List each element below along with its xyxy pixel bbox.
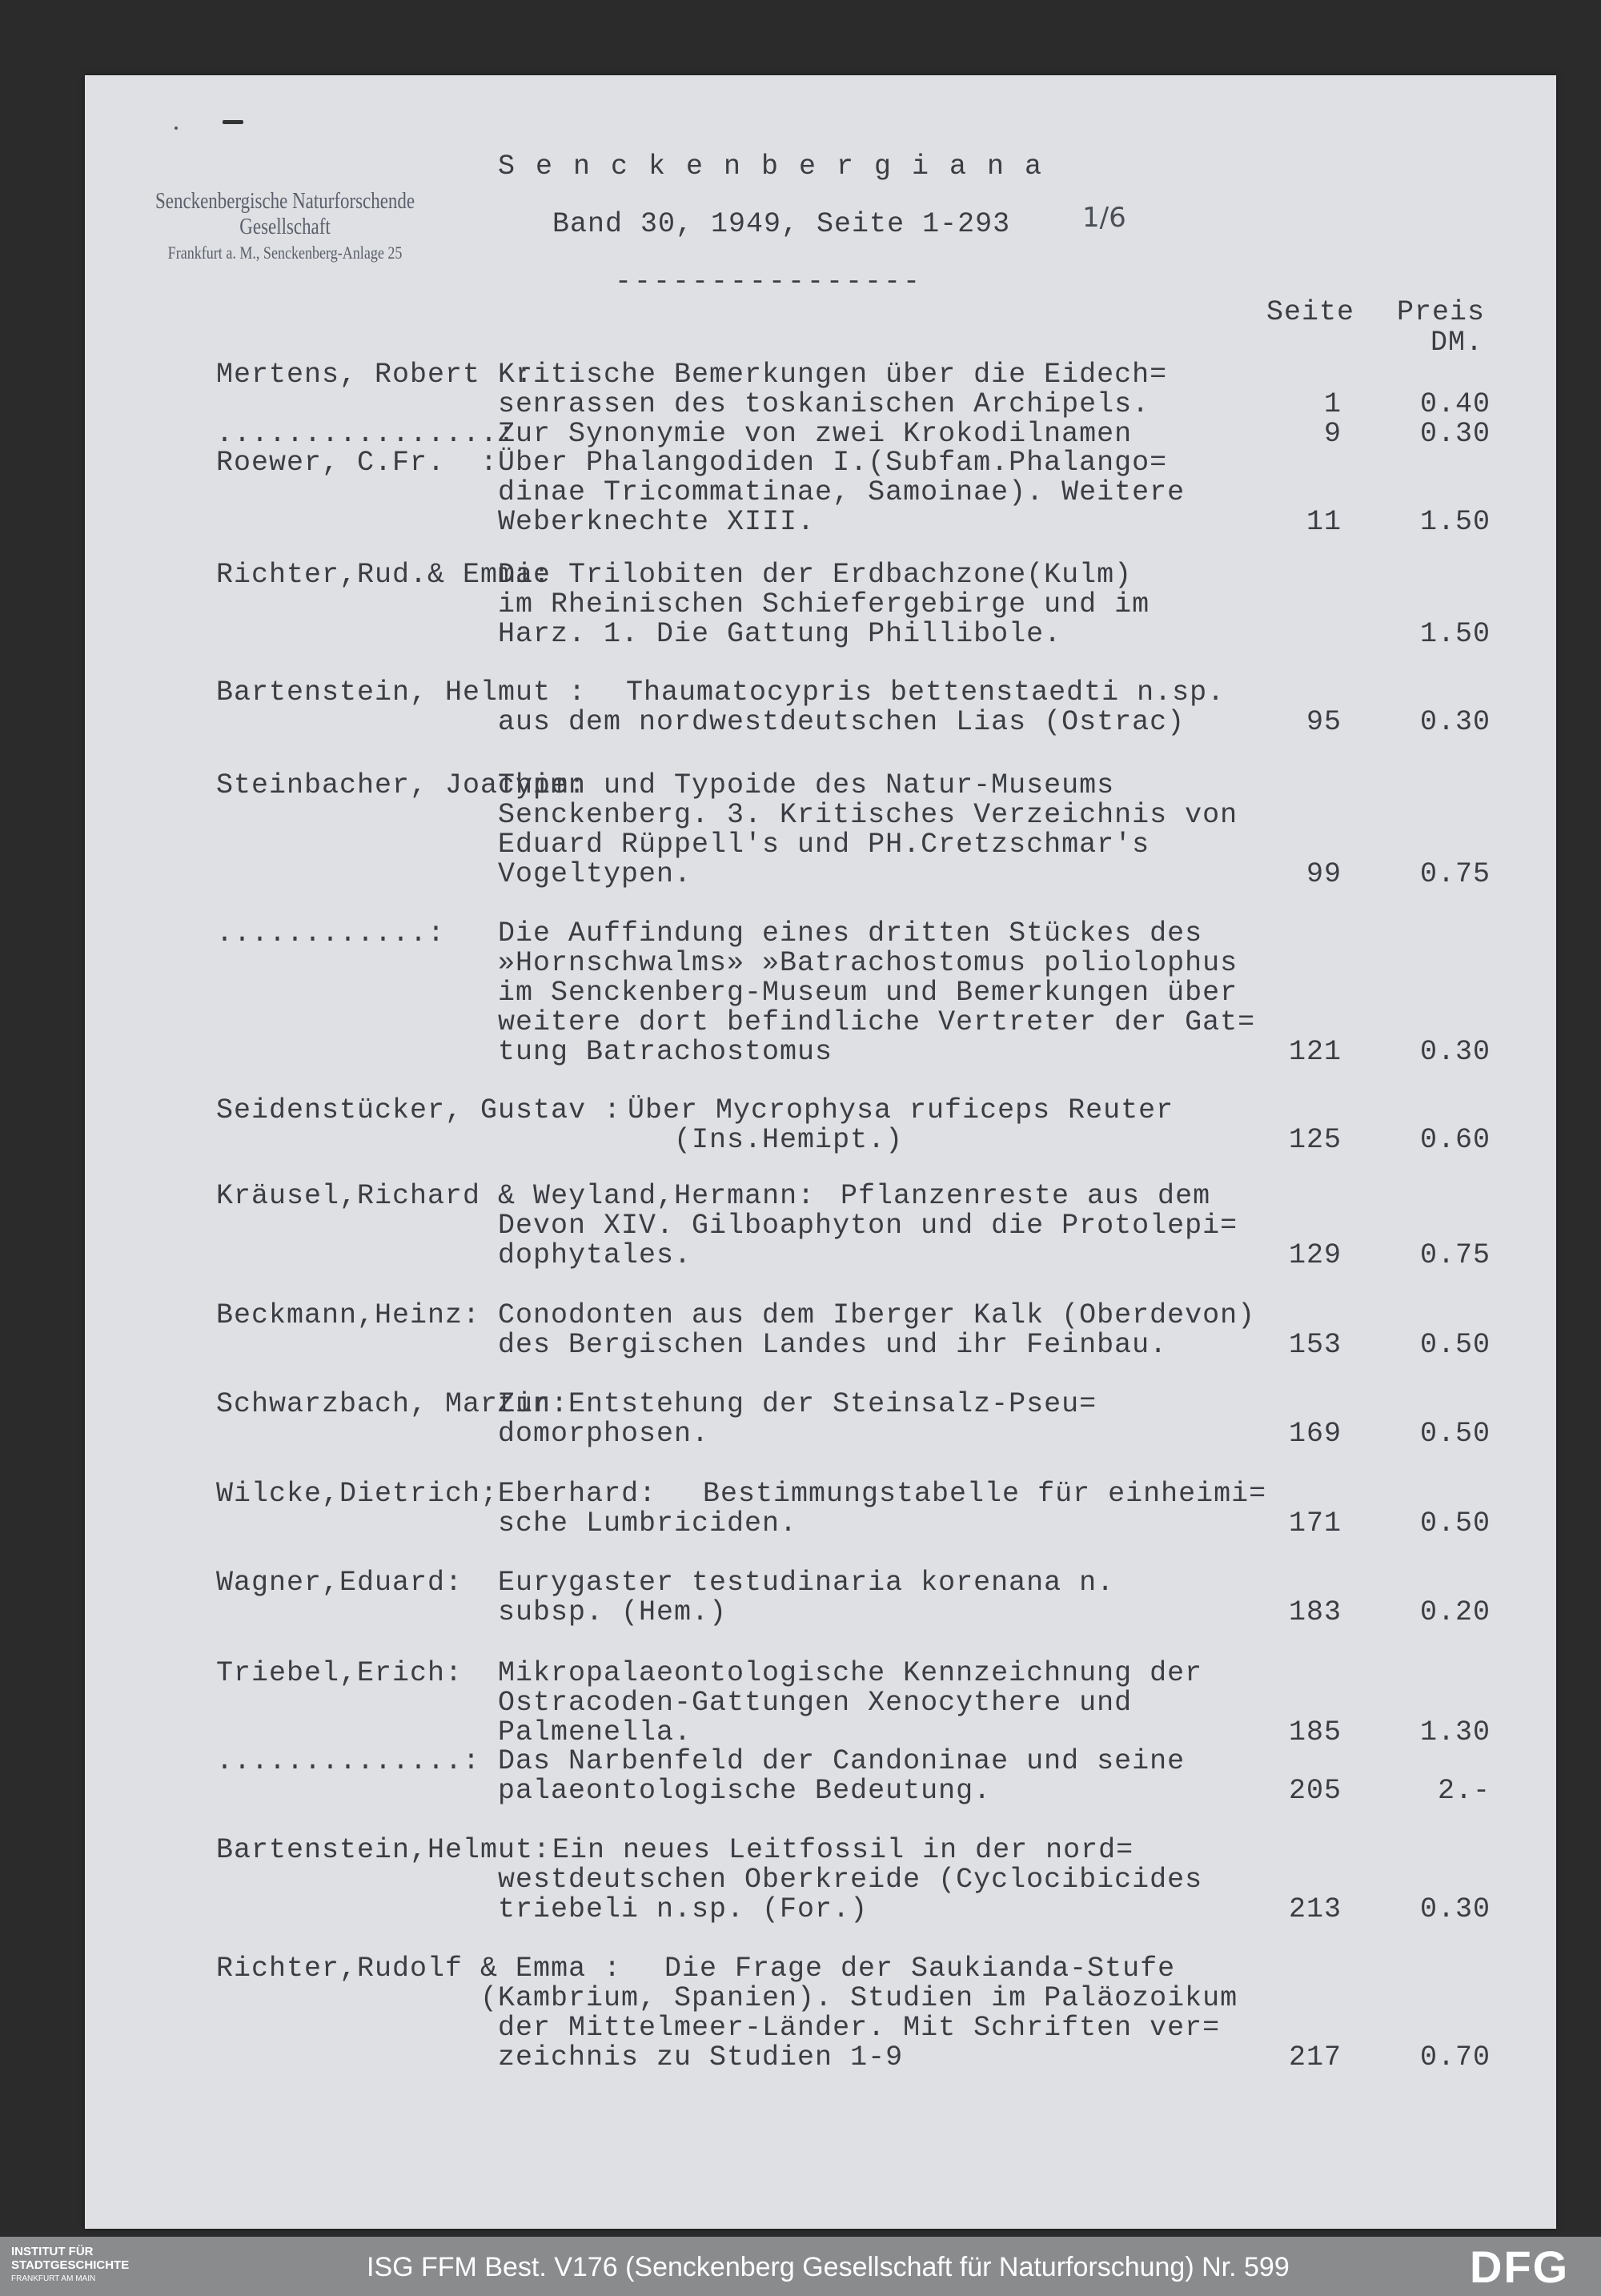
handwritten-note: 1/6	[1082, 202, 1126, 234]
entry-title-line: tung Batrachostomus	[498, 1036, 833, 1068]
entry-author: Wagner,Eduard:	[216, 1567, 481, 1599]
entry-title-line: Zur Synonymie von zwei Krokodilnamen	[498, 418, 1133, 450]
entry-title-line: triebeli n.sp. (For.)	[498, 1893, 869, 1925]
page-subtitle: Band 30, 1949, Seite 1-293	[552, 208, 1011, 240]
entry-page-number: 9	[1323, 418, 1342, 450]
entry-title-line: Eurygaster testudinaria korenana n.	[498, 1567, 1115, 1599]
entry-price: 0.75	[1419, 1239, 1491, 1271]
entry-title-line: Kritische Bemerkungen über die Eidech=	[498, 359, 1168, 391]
entry-title-line: Ein neues Leitfossil in der nord=	[552, 1834, 1134, 1866]
entry-title-line: sche Lumbriciden.	[498, 1507, 798, 1539]
entry-title-line: Senckenberg. 3. Kritisches Verzeichnis von	[498, 799, 1238, 831]
entry-title-line: Pflanzenreste aus dem	[841, 1180, 1211, 1212]
entry-title-line: im Senckenberg-Museum und Bemerkungen über	[498, 977, 1238, 1009]
entry-title-line: Harz. 1. Die Gattung Phillibole.	[498, 618, 1062, 650]
entry-price: 0.60	[1419, 1124, 1491, 1156]
archive-reference: ISG FFM Best. V176 (Senckenberg Gesellschaft für Naturforschung) Nr. 599	[367, 2252, 1290, 2282]
entry-title-line: Die Auffindung eines dritten Stückes des	[498, 917, 1203, 949]
entry-page-number: 95	[1306, 706, 1342, 738]
entry-author: Bartenstein,Helmut:	[216, 1834, 569, 1866]
entry-page-number: 129	[1288, 1239, 1342, 1271]
entry-author: Beckmann,Heinz:	[216, 1299, 499, 1331]
entry-price: 1.50	[1419, 506, 1491, 538]
entry-price: 0.20	[1419, 1596, 1491, 1628]
stamp-line: Gesellschaft	[239, 215, 331, 239]
entry-price: 0.40	[1419, 388, 1491, 420]
entry-title-line: Weberknechte XIII.	[498, 506, 816, 538]
entry-page-number: 171	[1288, 1507, 1342, 1539]
entry-title-line: des Bergischen Landes und ihr Feinbau.	[498, 1329, 1168, 1361]
stamp-line: Senckenbergische Naturforschende	[155, 189, 415, 214]
entry-price: 2.-	[1437, 1775, 1491, 1807]
entry-title-line: (Kambrium, Spanien). Studien im Paläozoikum	[480, 1982, 1238, 2014]
column-header-dm: DM.	[1430, 327, 1484, 359]
entry-title-line: westdeutschen Oberkreide (Cyclocibicides	[498, 1864, 1203, 1896]
entry-title-line: Vogeltypen.	[498, 858, 692, 890]
entry-title-line: domorphosen.	[498, 1418, 710, 1450]
entry-page-number: 213	[1288, 1893, 1342, 1925]
entry-title-line: Bestimmungstabelle für einheimi=	[703, 1478, 1267, 1510]
entry-title-line: Die Trilobiten der Erdbachzone(Kulm)	[498, 559, 1133, 591]
stamp-line: Frankfurt a. M., Senckenberg-Anlage 25	[167, 243, 403, 263]
dfg-logo: DFG	[1470, 2242, 1570, 2292]
entry-title-line: aus dem nordwestdeutschen Lias (Ostrac)	[498, 706, 1186, 738]
entry-page-number: 121	[1288, 1036, 1342, 1068]
logo-line: STADTGESCHICHTE	[11, 2258, 130, 2272]
entry-page-number: 99	[1306, 858, 1342, 890]
entry-author: ..............:	[216, 1745, 481, 1777]
entry-title-line: zeichnis zu Studien 1-9	[498, 2041, 904, 2073]
entry-title-line: Palmenella.	[498, 1716, 692, 1748]
logo-line: INSTITUT FÜR	[11, 2245, 94, 2258]
entry-price: 0.75	[1419, 858, 1491, 890]
entry-title-line: im Rheinischen Schiefergebirge und im	[498, 588, 1150, 620]
entry-page-number: 153	[1288, 1329, 1342, 1361]
entry-page-number: 183	[1288, 1596, 1342, 1628]
pen-dot	[175, 126, 178, 130]
entry-page-number: 217	[1288, 2041, 1342, 2073]
entry-price: 0.30	[1419, 1893, 1491, 1925]
entry-title-line: Thaumatocypris bettenstaedti n.sp.	[626, 676, 1226, 708]
entry-title-line: Eduard Rüppell's und PH.Cretzschmar's	[498, 829, 1150, 861]
entry-title-line: der Mittelmeer-Länder. Mit Schriften ver=	[498, 2012, 1221, 2044]
entry-title-line: subsp. (Hem.)	[498, 1596, 728, 1628]
entry-price: 0.30	[1419, 418, 1491, 450]
entry-title-line: Devon XIV. Gilboaphyton und die Protolepi=	[498, 1210, 1238, 1242]
entry-author: Triebel,Erich:	[216, 1657, 481, 1689]
entry-page-number: 125	[1288, 1124, 1342, 1156]
entry-title-line: Mikropalaeontologische Kennzeichnung der	[498, 1657, 1203, 1689]
entry-author: Seidenstücker, Gustav :	[216, 1094, 640, 1126]
entry-title-line: dinae Tricommatinae, Samoinae). Weitere	[498, 476, 1186, 508]
entry-title-line: Typen und Typoide des Natur-Museums	[498, 769, 1115, 801]
entry-title-line: palaeontologische Bedeutung.	[498, 1775, 992, 1807]
entry-title-line: Das Narbenfeld der Candoninae und seine	[498, 1745, 1186, 1777]
entry-title-line: »Hornschwalms» »Batrachostomus poliolophus	[498, 947, 1238, 979]
column-header-seite: Seite	[1266, 296, 1355, 328]
entry-page-number: 185	[1288, 1716, 1342, 1748]
entry-author: Richter,Rud.& Emma:	[216, 559, 569, 591]
entry-title-line: Über Phalangodiden I.(Subfam.Phalango=	[498, 447, 1168, 479]
page-title: Senckenbergiana	[498, 151, 1063, 183]
entry-author: ............:	[216, 917, 463, 949]
entry-title-line: (Ins.Hemipt.)	[498, 1124, 904, 1156]
pen-mark	[223, 120, 243, 124]
entry-title-line: weitere dort befindliche Vertreter der Gat=	[498, 1006, 1256, 1038]
entry-price: 0.30	[1419, 706, 1491, 738]
entry-title-line: Zur Entstehung der Steinsalz-Pseu=	[498, 1388, 1097, 1420]
entry-title-line: Ostracoden-Gattungen Xenocythere und	[498, 1687, 1133, 1719]
entry-price: 1.30	[1419, 1716, 1491, 1748]
entry-title-line: Über Mycrophysa ruficeps Reuter	[628, 1094, 1174, 1126]
entry-title-line: Conodonten aus dem Iberger Kalk (Oberdevon)	[498, 1299, 1256, 1331]
entry-author: Kräusel,Richard & Weyland,Hermann:	[216, 1180, 833, 1212]
entry-author: Mertens, Robert :	[216, 359, 552, 391]
entry-price: 0.50	[1419, 1507, 1491, 1539]
entry-page-number: 169	[1288, 1418, 1342, 1450]
entry-page-number: 1	[1323, 388, 1342, 420]
institution-stamp	[155, 189, 415, 266]
column-header-preis: Preis	[1397, 296, 1486, 328]
entry-price: 0.50	[1419, 1418, 1491, 1450]
entry-page-number: 205	[1288, 1775, 1342, 1807]
entry-title-line: senrassen des toskanischen Archipels.	[498, 388, 1150, 420]
entry-page-number: 11	[1306, 506, 1342, 538]
entry-author: Roewer, C.Fr. :	[216, 447, 516, 479]
entry-author: Bartenstein, Helmut :	[216, 676, 604, 708]
entry-author: Richter,Rudolf & Emma :	[216, 1953, 640, 1985]
entry-title-line: Die Frage der Saukianda-Stufe	[664, 1953, 1176, 1985]
footer-bar	[0, 2237, 1601, 2296]
entry-price: 0.30	[1419, 1036, 1491, 1068]
title-rule: ----------------	[615, 266, 923, 298]
entry-title-line: dophytales.	[498, 1239, 692, 1271]
entry-author: Steinbacher, Joachim:	[216, 769, 604, 801]
entry-price: 1.50	[1419, 618, 1491, 650]
entry-author: Schwarzbach, Martin:	[216, 1388, 587, 1420]
entry-price: 0.70	[1419, 2041, 1491, 2073]
entry-price: 0.50	[1419, 1329, 1491, 1361]
logo-line: FRANKFURT AM MAIN	[11, 2274, 96, 2283]
entry-author: ................:	[216, 418, 534, 450]
entry-author: Wilcke,Dietrich;Eberhard:	[216, 1478, 675, 1510]
archive-logo	[11, 2245, 129, 2286]
